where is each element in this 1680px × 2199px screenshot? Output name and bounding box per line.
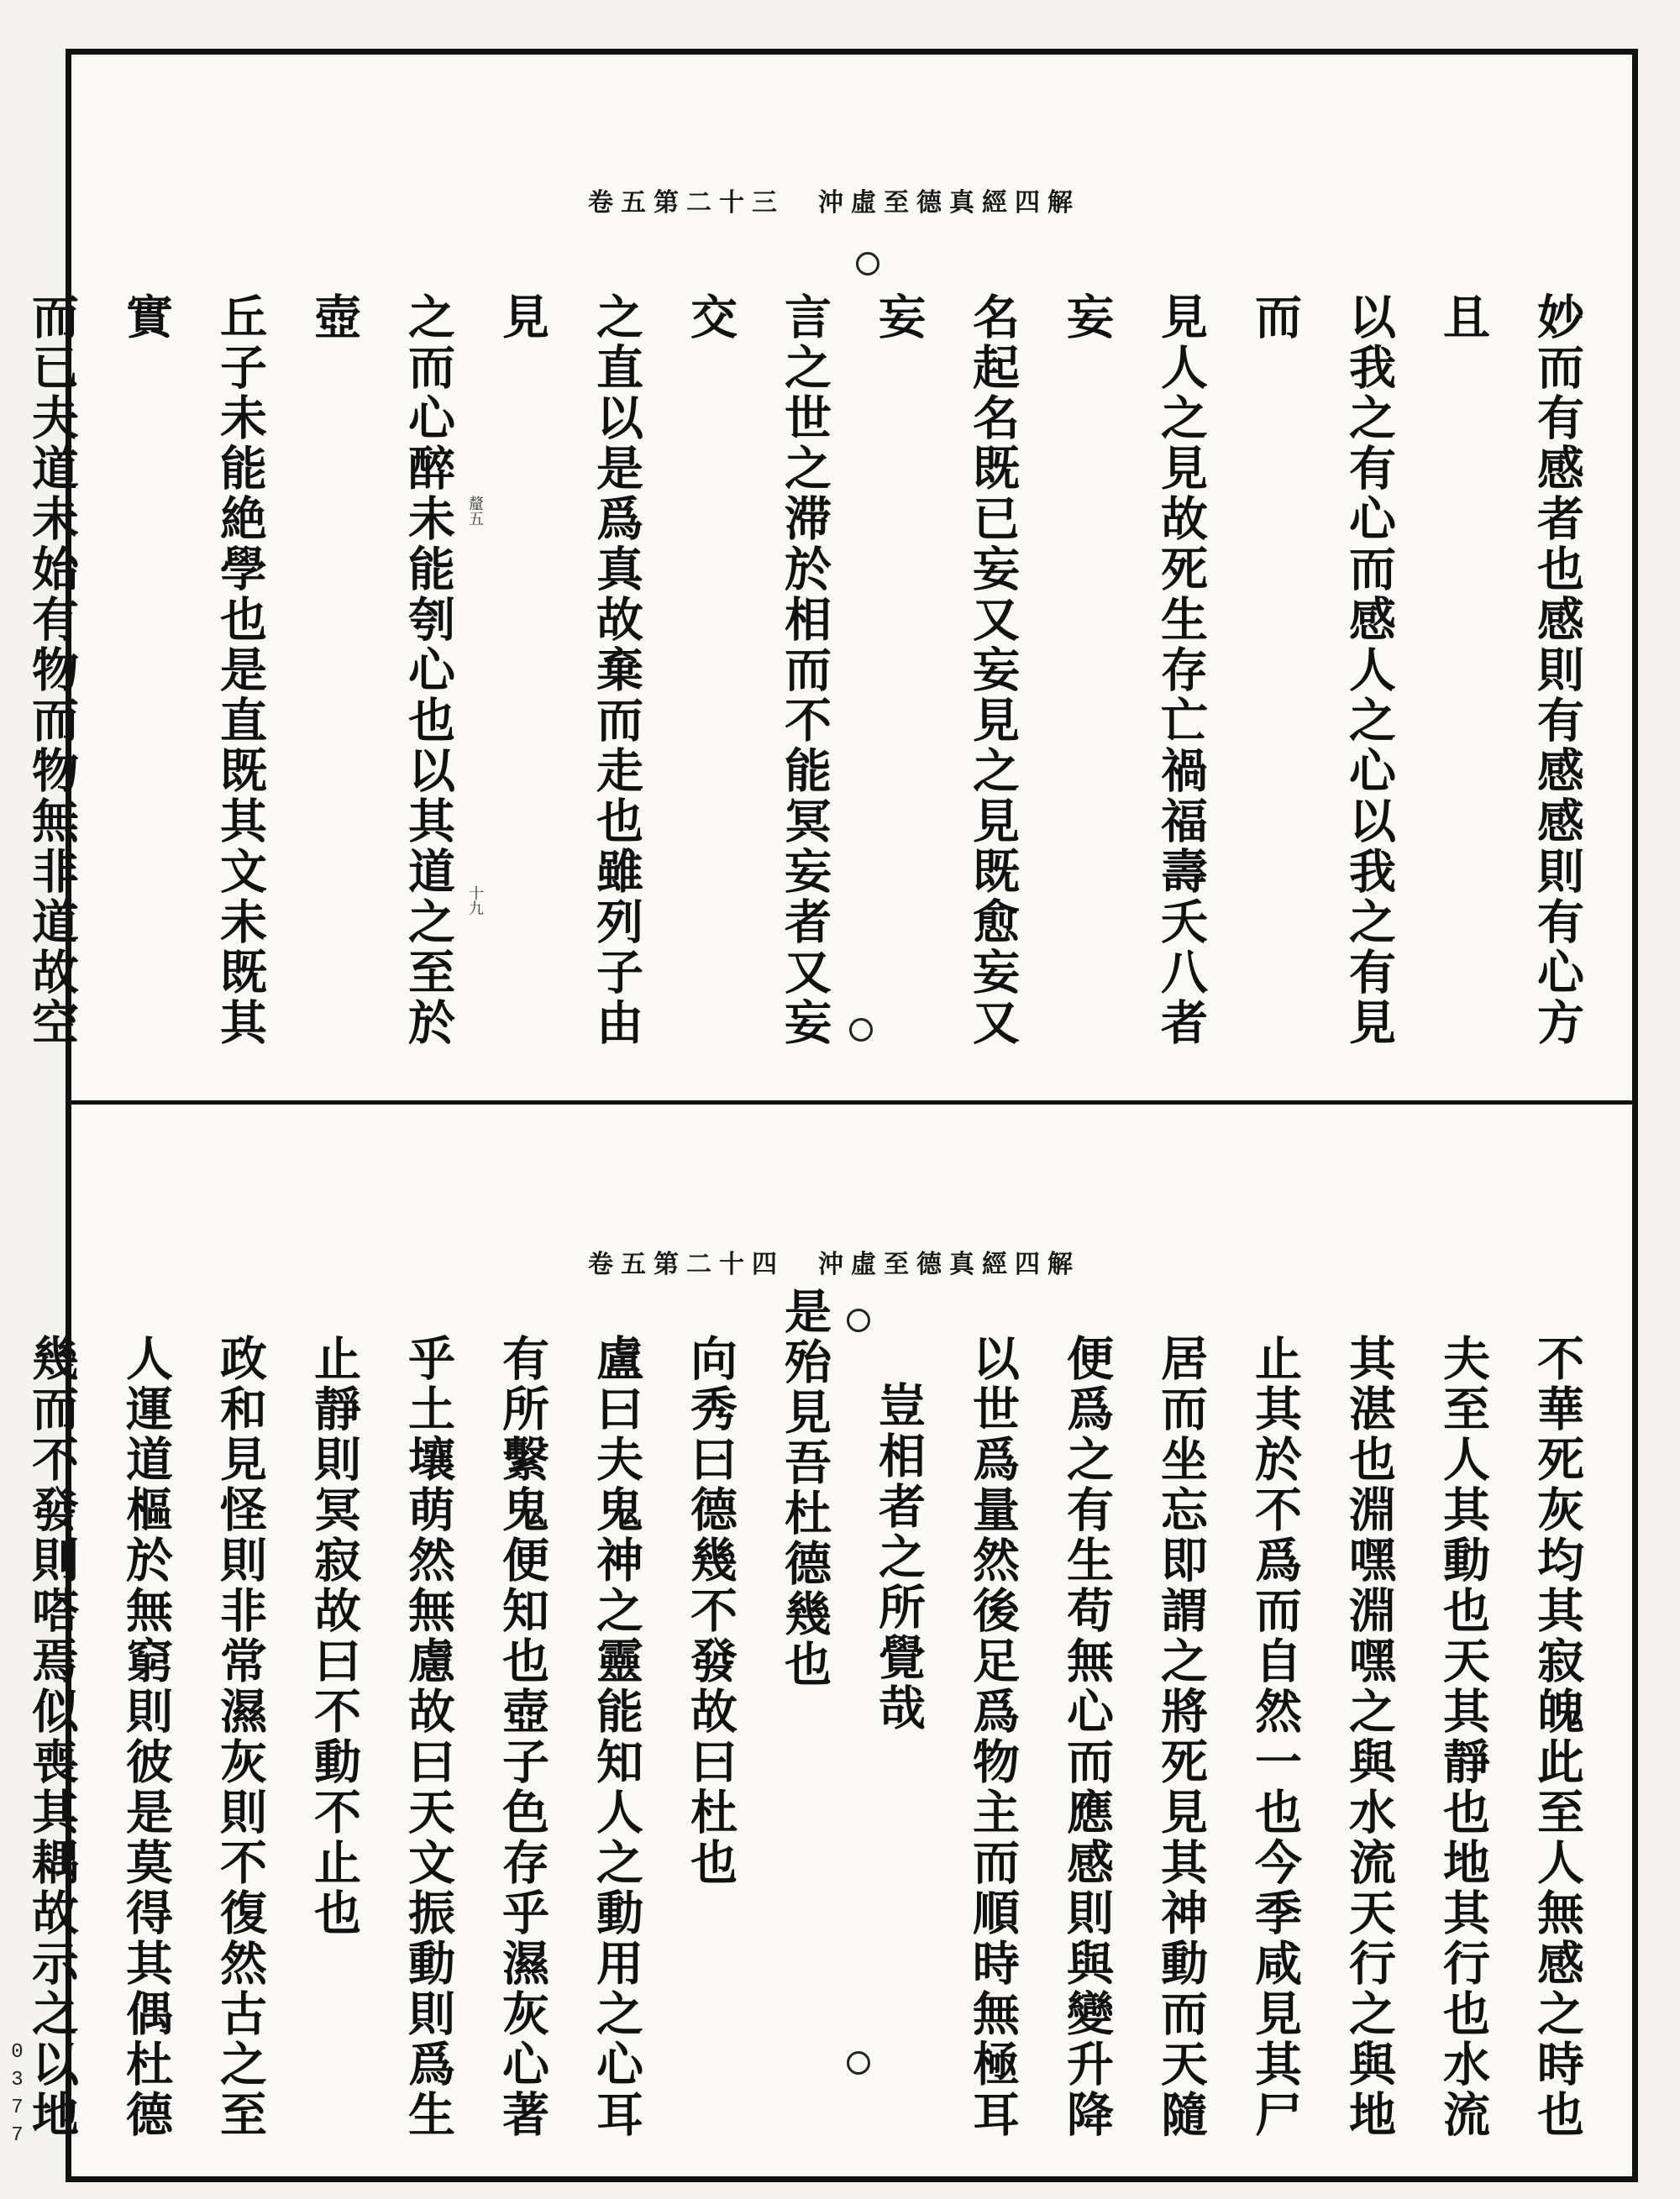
text-column: 政和見怪則非常濕灰則不復然古之至 — [213, 1334, 268, 2140]
text-column: 之直以是爲真故棄而走也雖列子由見 — [495, 292, 644, 1048]
panel-bottom-text — [24, 1287, 1604, 2140]
margin-note: 釐五 — [466, 496, 484, 526]
header-top — [588, 181, 1080, 218]
text-column: 便爲之有生苟無心而應感則與變升降 — [1059, 1334, 1115, 2140]
panel-top-text — [24, 292, 1604, 1073]
text-column: 止靜則冥寂故曰不動不止也 — [307, 1334, 362, 1939]
text-column: 豈相者之所覺哉 — [871, 1381, 927, 1734]
text-column: 居而坐忘即謂之將死見其神動而天隨 — [1153, 1334, 1209, 2140]
text-column: 不華死灰均其寂魄此至人無感之時也 — [1530, 1334, 1585, 2140]
text-column: 幾而不發則嗒焉似喪其耦故示之以地 — [24, 1334, 80, 2140]
text-column — [0, 1334, 5, 2140]
text-column: 而已夫道未始有物而物無非道故空 — [24, 292, 80, 1048]
panel-divider — [66, 1100, 1638, 1105]
page-number: 0377 — [6, 2041, 29, 2152]
text-column: 人運道樞於無窮則彼是莫得其偶杜德 — [118, 1334, 174, 2140]
text-column: 有所繫鬼便知也壺子色存乎濕灰心著 — [495, 1334, 550, 2140]
text-column: 之而心醉未能刳心也以其道之至於壺 — [307, 292, 456, 1048]
text-column: 見人之見故死生存亡禍福壽夭八者妄 — [1059, 292, 1209, 1048]
header-title: 沖虛至德真經四解 — [818, 188, 1080, 218]
circle-mark — [856, 252, 879, 276]
text-column: 其湛也淵嘿淵嘿之與水流天行之與地 — [1341, 1334, 1397, 2140]
text-column: 以我之有心而感人之心以我之有見而 — [1247, 292, 1397, 1048]
header-title: 沖虛至德真經四解 — [818, 1250, 1080, 1279]
text-column: 言之世之滞於相而不能冥妄者又妄交 — [683, 292, 832, 1048]
text-column: 妙而有感者也感則有感感則有心方且 — [1436, 292, 1585, 1048]
header-volume: 卷五第二十四 — [588, 1250, 785, 1279]
header-bottom — [588, 1243, 1080, 1280]
text-column: 夫至人其動也天其靜也地其行也水流 — [1436, 1334, 1491, 2140]
text-column: 名起名既已妄又妄見之見既愈妄又妄 — [871, 292, 1021, 1048]
text-column: 向秀曰德幾不發故曰杜也 — [683, 1334, 738, 1888]
text-column: 止其於不爲而自然一也今季咸見其尸 — [1247, 1334, 1303, 2140]
text-column: 丘子未能絶學也是直既其文未既其實 — [118, 292, 268, 1048]
header-volume: 卷五第二十三 — [588, 188, 785, 218]
text-column: 以世爲量然後足爲物主而順時無極耳 — [965, 1334, 1021, 2140]
text-column: 盧曰夫鬼神之靈能知人之動用之心耳 — [589, 1334, 644, 2140]
text-column: 乎土壤萌然無慮故曰天文振動則爲生 — [401, 1334, 456, 2140]
margin-note: 十九 — [466, 885, 484, 916]
text-column: 是殆見吾杜德幾也 — [777, 1287, 832, 1690]
